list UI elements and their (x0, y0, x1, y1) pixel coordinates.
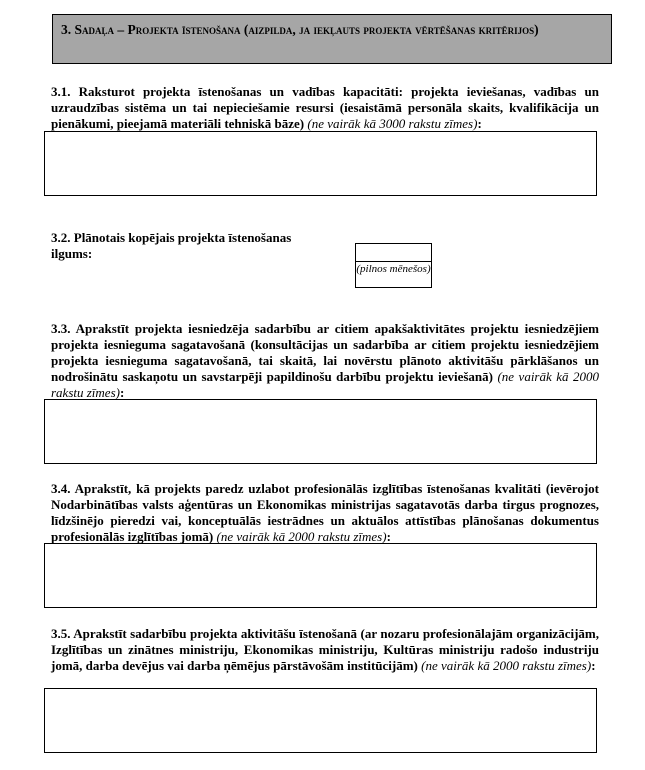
question-3-5: 3.5. Aprakstīt sadarbību projekta aktivitāšu īstenošanā (ar nozaru profesionālajām organizācijām, Izglītības un zinātnes ministriju, Ekonomikas ministriju, Kultūras ministriju radošo industriju jomā, darba devējus vai darba ņēmējus pārstāvošām institūcijām) (ne vairāk kā 2000 rakstu zīmes): (51, 626, 599, 673)
answer-3-3-field[interactable] (44, 399, 597, 464)
question-3-1: 3.1. Raksturot projekta īstenošanas un vadības kapacitāti: projekta ieviešanas, vadības un uzraudzības sistēma un tai nepieciešamie resursi (iesaistāmā personāla skaits, kvalifikācija un pienākumi, pieejamā materiāli tehniskā bāze) (ne vairāk kā 3000 rakstu zīmes): (51, 84, 599, 131)
section-title: 3. Sadaļa – Projekta īstenošana (aizpilda, ja iekļauts projekta vērtēšanas kritērijos) (52, 14, 612, 64)
question-text: 3.3. Aprakstīt projekta iesniedzēja sadarbību ar citiem apakšaktivitātes projektu iesniedzējiem projekta iesnieguma sagatavošanā (konsultācijas un sadarbība ar citiem projektu iesniedzējiem projekta iesnieguma sagatavošanā, tai skaitā, lai novērstu plānoto aktivitāšu pārklāšanos un nodrošinātu saskaņotu un savstarpēji papildinošu darbību projektu ieviešanā) (51, 321, 599, 384)
duration-months-input[interactable] (356, 244, 431, 262)
duration-field-group (355, 243, 432, 288)
question-text: 3.5. Aprakstīt sadarbību projekta aktivitāšu īstenošanā (ar nozaru profesionālajām organizācijām, Izglītības un zinātnes ministriju, Ekonomikas ministriju, Kultūras ministriju radošo industriju jomā, darba devējus vai darba ņēmējus pārstāvošām institūcijām) (51, 626, 599, 673)
question-text: 3.4. Aprakstīt, kā projekts paredz uzlabot profesionālās izglītības īstenošanas kvalitāti (ievērojot Nodarbinātības valsts aģentūras un Ekonomikas ministrijas sagatavotās darba tirgus prognozes, līdzšinējo pieredzi vai, konceptuālās iestrādnes un aktuālos attīstības plānošanas dokumentus profesionālās izglītības jomā) (51, 481, 599, 544)
answer-3-4-field[interactable] (44, 543, 597, 608)
char-limit-hint: (ne vairāk kā 2000 rakstu zīmes) (51, 369, 599, 400)
question-3-2: 3.2. Plānotais kopējais projekta īstenošanas ilgums: (51, 230, 292, 261)
question-text: 3.1. Raksturot projekta īstenošanas un vadības kapacitāti: projekta ieviešanas, vadības un uzraudzības sistēma un tai nepieciešamie resursi (iesaistāmā personāla skaits, kvalifikācija un pienākumi, pieejamā materiāli tehniskā bāze) (51, 84, 599, 131)
char-limit-hint: (ne vairāk kā 3000 rakstu zīmes) (307, 116, 478, 131)
question-3-3: 3.3. Aprakstīt projekta iesniedzēja sadarbību ar citiem apakšaktivitātes projektu iesniedzējiem projekta iesnieguma sagatavošanā (konsultācijas un sadarbība ar citiem projektu iesniedzējiem projekta iesnieguma sagatavošanā, tai skaitā, lai novērstu plānoto aktivitāšu pārklāšanos un nodrošinātu saskaņotu un savstarpēji papildinošu darbību projektu ieviešanā) (ne vairāk kā 2000 rakstu zīmes): (51, 321, 599, 400)
duration-unit-label: (pilnos mēnešos) (356, 263, 431, 275)
answer-3-5-field[interactable] (44, 688, 597, 753)
answer-3-1-field[interactable] (44, 131, 597, 196)
char-limit-hint: (ne vairāk kā 2000 rakstu zīmes) (216, 529, 387, 544)
question-3-4: 3.4. Aprakstīt, kā projekts paredz uzlabot profesionālās izglītības īstenošanas kvalitāti (ievērojot Nodarbinātības valsts aģentūras un Ekonomikas ministrijas sagatavotās darba tirgus prognozes, līdzšinējo pieredzi vai, konceptuālās iestrādnes un aktuālos attīstības plānošanas dokumentus profesionālās izglītības jomā) (ne vairāk kā 2000 rakstu zīmes): (51, 481, 599, 544)
char-limit-hint: (ne vairāk kā 2000 rakstu zīmes) (421, 658, 592, 673)
